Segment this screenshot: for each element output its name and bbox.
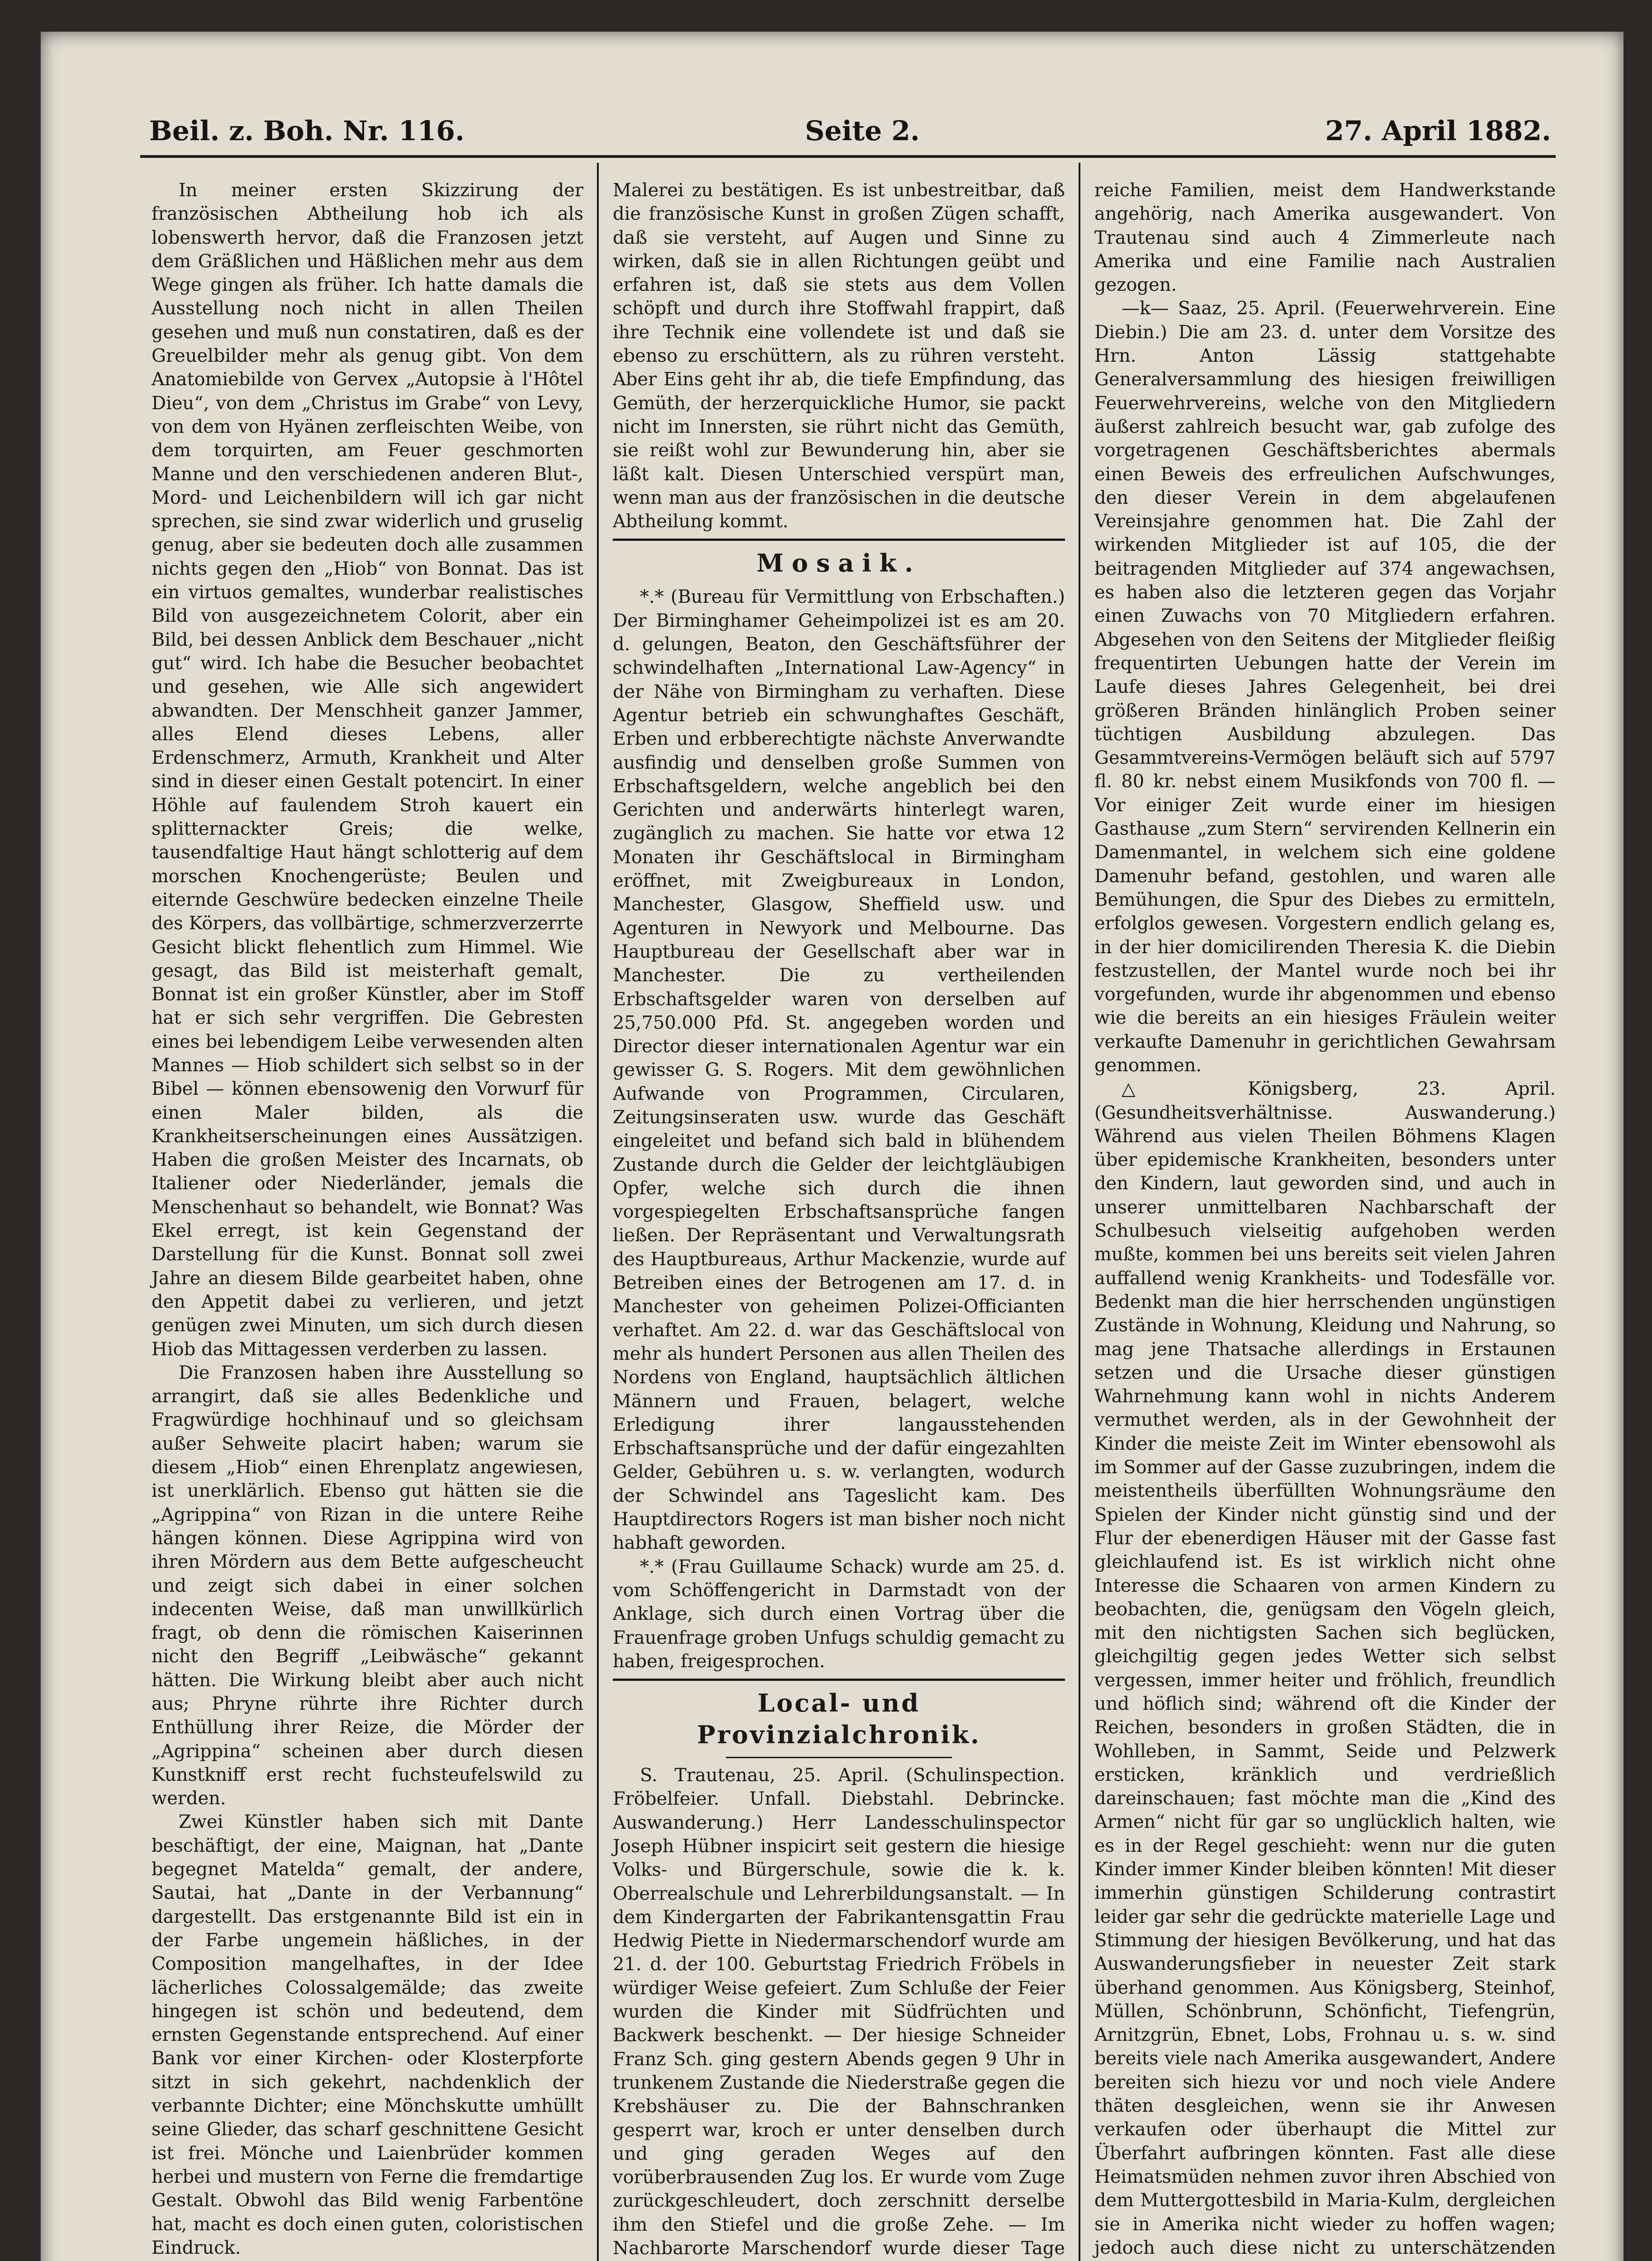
column-1 — [151, 179, 583, 2258]
news-item: △ Königsberg, 23. April. (Gesundheitsverhältnisse. Auswanderung.) Während aus vielen Theilen Böhmens Klagen über epidemische Krankheiten, besonders unter den Kindern, laut geworden sind, und auch in unserer unmittelbaren Nachbarschaft der Schulbesuch vielseitig aufgehoben werden mußte, kommen bei uns bereits seit vielen Jahren auffallend wenig Krankheits- und Todesfälle vor. Bedenkt man die hier herrschenden ungünstigen Zustände in Wohnung, Kleidung und Nahrung, so mag jene Thatsache allerdings in Erstaunen setzen und die Ursache dieser günstigen Wahrnehmung kann wohl in nichts Anderem vermuthet werden, als in der Gewohnheit der Kinder die meiste Zeit im Winter ebensowohl als im Sommer auf der Gasse zuzubringen, indem die meistentheils überfüllten Wohnungsräume den Spielen der Kinder nicht günstig sind und der Flur der ebenerdigen Häuser mit der Gasse fast gleichlaufend ist. Es ist wirklich nicht ohne Interesse die Schaaren von armen Kindern zu beobachten, die, genügsam den Vögeln gleich, mit den nichtigsten Sachen sich beglücken, gleichgiltig gegen jedes Wetter sich selbst vergessen, immer heiter und fröhlich, freundlich und höflich sind; während oft die Kinder der Reichen, besonders in großen Städten, die in Wohlleben, in Sammt, Seide und Pelzwerk ersticken, kränklich und verdrießlich dareinschauen; fast möchte man die „Kind des Armen“ nicht für gar so unglücklich halten, wie es in der Regel geschieht: wenn nur die guten Kinder immer Kinder bleiben könnten! Mit dieser immerhin günstigen Schilderung contrastirt leider gar sehr die gedrückte materielle Lage und Stimmung der hiesigen Bevölkerung, und hat das Auswanderungsfieber in neuester Zeit stark überhand genommen. Aus Königsberg, Steinhof, Müllen, Schönbrunn, Schönficht, Tiefengrün, Arnitzgrün, Ebnet, Lobs, Frohnau u. s. w. sind bereits viele nach Amerika ausgewandert, Andere bereiten sich hiezu vor und noch viele Andere thäten desgleichen, wenn sie ihr Anwesen verkaufen oder überhaupt die Mittel zur Überfahrt aufbringen könnten. Fast alle diese Heimatsmüden nehmen zuvor ihren Abschied von dem Muttergottesbild in Maria-Kulm, dergleichen sie in Amerika nicht wieder zu hoffen wagen; jedoch auch diese nicht zu unterschätzenden — [1094, 1078, 1556, 2258]
article-paragraph: reiche Familien, meist dem Handwerkstande angehörig, nach Amerika ausgewandert. Von Trautenau sind auch 4 Zimmerleute nach Amerika und eine Familie nach Australien gezogen. — [1094, 180, 1556, 296]
issue-number: Beil. z. Boh. Nr. 116. — [149, 115, 465, 147]
header-rule — [140, 155, 1556, 158]
article-paragraph: Die Franzosen haben ihre Ausstellung so arrangirt, daß sie alles Bedenkliche und Fragwürdige hochhinauf und so gleichsam außer Sehweite placirt haben; warum sie diesem „Hiob“ einen Ehrenplatz angewiesen, ist unerklärlich. Ebenso gut hätten sie die „Agrippina“ von Rizan in die untere Reihe hängen können. Diese Agrippina wird von ihren Mördern aus dem Bette aufgescheucht und zeigt sich dabei in einer solchen indecenten Weise, daß man unwillkürlich fragt, ob denn die römischen Kaiserinnen nicht den Begriff „Leibwäsche“ gekannt hätten. Die Wirkung bleibt aber auch nicht aus; Phryne rührte ihre Richter durch Enthüllung ihrer Reize, die Mörder der „Agrippina“ scheinen aber durch diesen Kunstkniff erst recht fuchsteufelswild zu werden. — [151, 1362, 583, 1809]
article-paragraph: In meiner ersten Skizzirung der französischen Abtheilung hob ich als lobenswerth hervor, daß die Franzosen jetzt dem Gräßlichen und Häßlichen mehr aus dem Wege gingen als früher. Ich hatte damals die Ausstellung noch nicht in allen Theilen gesehen und muß nun constatiren, daß es der Greuelbilder mehr als genug gibt. Von dem Anatomiebilde von Gervex „Autopsie à l'Hôtel Dieu“, von dem „Christus im Grabe“ von Levy, von dem von Hyänen zerfleischten Weibe, von dem torquirten, am Feuer geschmorten Manne und den verschiedenen anderen Blut-, Mord- und Leichenbildern will ich gar nicht sprechen, sie sind zwar widerlich und gruselig genug, aber sie bedeuten doch alle zusammen nichts gegen den „Hiob“ von Bonnat. Das ist ein virtuos gemaltes, wunderbar realistisches Bild von ausgezeichnetem Colorit, aber ein Bild, bei dessen Anblick dem Beschauer „nicht gut“ wird. Ich habe die Besucher beobachtet und gesehen, wie Alle sich angewidert abwandten. Der Menschheit ganzer Jammer, alles Elend dieses Lebens, aller Erdenschmerz, Armuth, Krankheit und Alter sind in dieser einen Gestalt potencirt. In einer Höhle auf faulendem Stroh kauert ein splitternackter Greis; die welke, tausendfaltige Haut hängt schlotterig auf dem morschen Knochengerüste; Beulen und eiternde Geschwüre bedecken einzelne Theile des Körpers, das vollbärtige, schmerzverzerrte Gesicht blickt flehentlich zum Himmel. Wie gesagt, das Bild ist meisterhaft gemalt, Bonnat ist ein großer Künstler, aber im Stoff hat er sich sehr vergriffen. Die Gebresten eines bei lebendigem Leibe verwesenden alten Mannes — Hiob schildert sich selbst so in der Bibel — können ebensowenig den Vorwurf für einen Maler bilden, als die Krankheitserscheinungen eines Aussätzigen. Haben die großen Meister des Incarnats, ob Italiener oder Niederländer, jemals die Menschenhaut so behandelt, wie Bonnat? Was Ekel erregt, ist kein Gegenstand der Darstellung für die Kunst. Bonnat soll zwei Jahre an diesem Bilde gearbeitet haben, ohne den Appetit dabei zu verlieren, und jetzt genügen zwei Minuten, um sich durch diesen Hiob das Mittagessen verderben zu lassen. — [151, 180, 583, 1360]
section-rule — [613, 539, 1065, 541]
news-item: S. Trautenau, 25. April. (Schulinspection. Fröbelfeier. Unfall. Diebstahl. Debrincke. Auswanderung.) Herr Landesschulinspector Joseph Hübner inspicirt seit gestern die hiesige Volks- und Bürgerschule, sowie die k. k. Oberrealschule und Lehrerbildungsanstalt. — In dem Kindergarten der Fabrikantensgattin Frau Hedwig Piette in Niedermarschendorf wurde am 21. d. der 100. Geburtstag Friedrich Fröbels in würdiger Weise gefeiert. Zum Schluße der Feier wurden die Kinder mit Südfrüchten und Backwerk beschenkt. — Der hiesige Schneider Franz Sch. ging gestern Abends gegen 9 Uhr in trunkenem Zustande die Niederstraße gegen die Krebshäuser zu. Die der Bahnschranken gesperrt war, kroch er unter denselben durch und ging geraden Weges auf den vorüberbrausenden Zug los. Er wurde vom Zuge zurückgeschleudert, doch zerschnitt derselbe ihm den Stiefel und die große Zehe. — Im Nachbarorte Marschendorf wurde dieser Tage — [613, 1765, 1065, 2259]
column-divider-1 — [597, 163, 599, 2261]
column-divider-2 — [1079, 163, 1080, 2261]
article-paragraph: Malerei zu bestätigen. Es ist unbestreitbar, daß die französische Kunst in großen Zügen schafft, daß sie versteht, auf Augen und Sinne zu wirken, daß sie in allen Richtungen geübt und erfahren ist, daß sie stets aus dem Vollen schöpft und durch ihre Stoffwahl frappirt, daß ihre Technik eine vollendete ist und daß sie ebenso zu erschüttern, als zu rühren versteht. Aber Eins geht ihr ab, die tiefe Empfindung, das Gemüth, der herzerquickliche Humor, sie packt nicht im Innersten, sie rührt nicht das Gemüth, sie reißt wohl zur Bewunderung hin, aber sie läßt kalt. Diesen Unterschied verspürt man, wenn man aus der französischen in die deutsche Abtheilung kommt. — [613, 180, 1065, 532]
section-rule — [613, 1679, 1065, 1681]
column-2 — [613, 179, 1065, 2259]
column-3 — [1094, 179, 1556, 2258]
news-item: *.* (Frau Guillaume Schack) wurde am 25. d. vom Schöffengericht in Darmstadt von der Anklage, sich durch einen Vortrag über die Frauenfrage groben Unfugs schuldig gemacht zu haben, freigesprochen. — [613, 1556, 1065, 1672]
mosaik-heading: Mosaik. — [757, 549, 921, 578]
page-number: Seite 2. — [805, 115, 920, 147]
local-chronicle-heading: Local- und Provinzialchronik. — [697, 1689, 981, 1750]
news-item: —k— Saaz, 25. April. (Feuerwehrverein. Eine Diebin.) Die am 23. d. unter dem Vorsitze des Hrn. Anton Lässig stattgehabte Generalversammlung des hiesigen freiwilligen Feuerwehrvereins, welche von den Mitgliedern äußerst zahlreich besucht war, gab zufolge des vorgetragenen Geschäftsberichtes abermals einen Beweis des erfreulichen Aufschwunges, den dieser Verein in dem abgelaufenen Vereinsjahre genommen hat. Die Zahl der wirkenden Mitglieder ist auf 105, die der beitragenden Mitglieder auf 374 angewachsen, es haben also die letzteren gegen das Vorjahr einen Zuwachs von 70 Mitgliedern erfahren. Abgesehen von den Seitens der Mitglieder fleißig frequentirten Uebungen hatte der Verein im Laufe dieses Jahres Gelegenheit, bei drei größeren Bränden hinlänglich Proben seiner tüchtigen Ausbildung abzulegen. Das Gesammtvereins-Vermögen beläuft sich auf 5797 fl. 80 kr. nebst einem Musikfonds von 700 fl. — Vor einiger Zeit wurde einer im hiesigen Gasthause „zum Stern“ servirenden Kellnerin ein Damenmantel, in welchem sich eine goldene Damenuhr befand, gestohlen, und waren alle Bemühungen, die Spur des Diebes zu ermitteln, erfolglos gewesen. Vorgestern endlich gelang es, in der hier domicilirenden Theresia K. die Diebin festzustellen, der Mantel wurde noch bei ihr vorgefunden, wurde ihr abgenommen und ebenso wie die bereits an ein hiesiges Fräulein weiter verkaufte Damenuhr in gerichtlichen Gewahrsam genommen. — [1094, 298, 1556, 1076]
news-item: *.* (Bureau für Vermittlung von Erbschaften.) Der Birminghamer Geheimpolizei ist es am 20. d. gelungen, Beaton, den Geschäftsführer der schwindelhaften „International Law-Agency“ in der Nähe von Birmingham zu verhaften. Diese Agentur betrieb ein schwunghaftes Geschäft, Erben und erbberechtigte nächste Anverwandte ausfindig und denselben große Summen von Erbschaftsgeldern, welche angeblich bei den Gerichten und anderwärts hinterlegt waren, zugänglich zu machen. Sie hatte vor etwa 12 Monaten ihr Geschäftslocal in Birmingham eröffnet, mit Zweigbureaux in London, Manchester, Glasgow, Sheffield usw. und Agenturen in Newyork und Melbourne. Das Hauptbureau der Gesellschaft aber war in Manchester. Die zu vertheilenden Erbschaftsgelder waren von derselben auf 25,750.000 Pfd. St. angegeben worden und Director dieser internationalen Agentur war ein gewisser G. S. Rogers. Mit dem gewöhnlichen Aufwande von Programmen, Circularen, Zeitungsinseraten usw. wurde das Geschäft eingeleitet und befand sich bald in blühendem Zustande durch die Gelder der leichtgläubigen Opfer, welche sich durch die ihnen vorgespiegelten Erbschaftsansprüche fangen ließen. Der Repräsentant und Verwaltungsrath des Hauptbureaus, Arthur Mackenzie, wurde auf Betreiben eines der Betrogenen am 17. d. in Manchester von geheimen Polizei-Officianten verhaftet. Am 22. d. war das Geschäftslocal von mehr als hundert Personen aus allen Theilen des Nordens von England, hauptsächlich ältlichen Männern und Frauen, belagert, welche Erledigung ihrer langausstehenden Erbschaftsansprüche und der dafür eingezahlten Gelder, Gebühren u. s. w. verlangten, wodurch der Schwindel ans Tageslicht kam. Des Hauptdirectors Rogers ist man bisher noch nicht habhaft geworden. — [613, 587, 1065, 1554]
heading-rule — [726, 1757, 952, 1758]
issue-date: 27. April 1882. — [1325, 115, 1551, 147]
article-paragraph: Zwei Künstler haben sich mit Dante beschäftigt, der eine, Maignan, hat „Dante begegnet Matelda“ gemalt, der andere, Sautai, hat „Dante in der Verbannung“ dargestellt. Das erstgenannte Bild ist ein in der Farbe ungemein häßliches, in der Composition mangelhaftes, in der Idee lächerliches Colossalgemälde; das zweite hingegen ist schön und bedeutend, dem ernsten Gegenstande entsprechend. Auf einer Bank vor einer Kirchen- oder Klosterpforte sitzt in sich gekehrt, nachdenklich der verbannte Dichter; eine Mönchskutte umhüllt seine Glieder, das scharf geschnittene Gesicht ist frei. Mönche und Laienbrüder kommen herbei und mustern von Ferne die fremdartige Gestalt. Obwohl das Bild wenig Farbentöne hat, macht es doch einen guten, coloristischen Eindruck. — [151, 1812, 583, 2258]
page-header — [113, 115, 1551, 156]
